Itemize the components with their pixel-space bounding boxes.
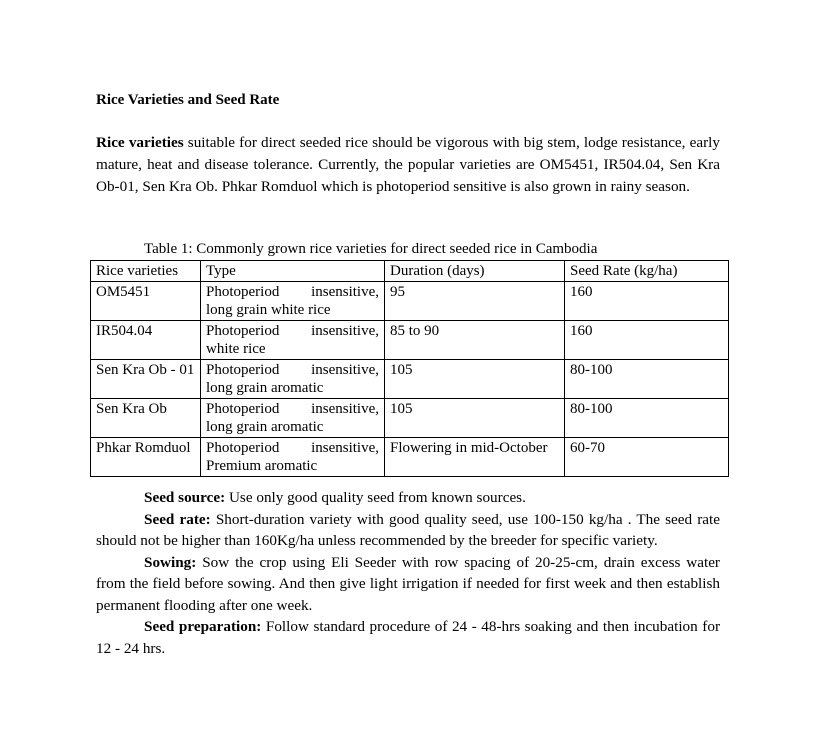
header-type: Type bbox=[201, 261, 385, 282]
cell-type: Photoperiod insensitive, Premium aromatic bbox=[201, 437, 385, 476]
note-label: Seed rate: bbox=[144, 510, 211, 528]
note-seed-rate bbox=[96, 509, 720, 552]
table-row bbox=[91, 437, 729, 476]
cell-type: Photoperiod insensitive, long grain aromatic bbox=[201, 359, 385, 398]
cell-type: Photoperiod insensitive, long grain aromatic bbox=[201, 398, 385, 437]
note-label: Seed preparation: bbox=[144, 618, 262, 635]
table-row bbox=[91, 359, 729, 398]
header-seed-rate: Seed Rate (kg/ha) bbox=[565, 261, 729, 282]
cell-variety: Sen Kra Ob bbox=[91, 398, 201, 437]
note-text: Use only good quality seed from known sources. bbox=[225, 489, 526, 506]
table-row bbox=[91, 320, 729, 359]
note-seed-preparation bbox=[96, 616, 720, 659]
intro-lead: Rice varieties bbox=[96, 134, 184, 151]
header-duration: Duration (days) bbox=[385, 261, 565, 282]
cell-seed-rate: 80-100 bbox=[565, 398, 729, 437]
rice-varieties-table bbox=[90, 260, 729, 477]
note-label: Sowing: bbox=[144, 553, 197, 571]
note-text: Short-duration variety with good quality seed, use 100-150 kg/ha . The seed rate should not be higher than 160Kg/ha unless recommended by the breeder for specific variety. bbox=[96, 510, 720, 549]
header-variety: Rice varieties bbox=[91, 261, 201, 282]
table-caption: Table 1: Commonly grown rice varieties for direct seeded rice in Cambodia bbox=[144, 241, 598, 257]
intro-text: suitable for direct seeded rice should be vigorous with big stem, lodge resistance, early mature, heat and disease tolerance. Currently, the popular varieties are OM5451, IR504.04, Sen Kra Ob-01, Sen Kra Ob. Phkar Romduol which is photoperiod sensitive is also grown in rainy season. bbox=[96, 134, 720, 195]
cell-duration: Flowering in mid-October bbox=[385, 437, 565, 476]
note-sowing bbox=[96, 552, 720, 617]
cell-type: Photoperiod insensitive, white rice bbox=[201, 320, 385, 359]
cell-variety: Sen Kra Ob - 01 bbox=[91, 359, 201, 398]
cell-seed-rate: 160 bbox=[565, 320, 729, 359]
cell-duration: 105 bbox=[385, 398, 565, 437]
intro-paragraph bbox=[96, 132, 720, 197]
section-heading: Rice Varieties and Seed Rate bbox=[96, 92, 280, 108]
cell-seed-rate: 160 bbox=[565, 281, 729, 320]
note-text: Sow the crop using Eli Seeder with row spacing of 20-25-cm, drain excess water from the field before sowing. And then give light irrigation if needed for first week and then establish permanent flooding after one week. bbox=[96, 553, 720, 614]
note-seed-source bbox=[96, 487, 720, 509]
cell-duration: 85 to 90 bbox=[385, 320, 565, 359]
cell-variety: OM5451 bbox=[91, 281, 201, 320]
cell-type: Photoperiod insensitive, long grain white rice bbox=[201, 281, 385, 320]
cell-duration: 105 bbox=[385, 359, 565, 398]
note-text: Follow standard procedure of 24 - 48-hrs soaking and then incubation for 12 - 24 hrs. bbox=[96, 618, 720, 657]
table-row bbox=[91, 281, 729, 320]
table-row bbox=[91, 398, 729, 437]
cell-seed-rate: 60-70 bbox=[565, 437, 729, 476]
cell-variety: Phkar Romduol bbox=[91, 437, 201, 476]
cell-variety: IR504.04 bbox=[91, 320, 201, 359]
cultivation-notes bbox=[96, 487, 720, 659]
note-label: Seed source: bbox=[144, 489, 226, 506]
cell-seed-rate: 80-100 bbox=[565, 359, 729, 398]
cell-duration: 95 bbox=[385, 281, 565, 320]
table-header-row bbox=[91, 261, 729, 282]
